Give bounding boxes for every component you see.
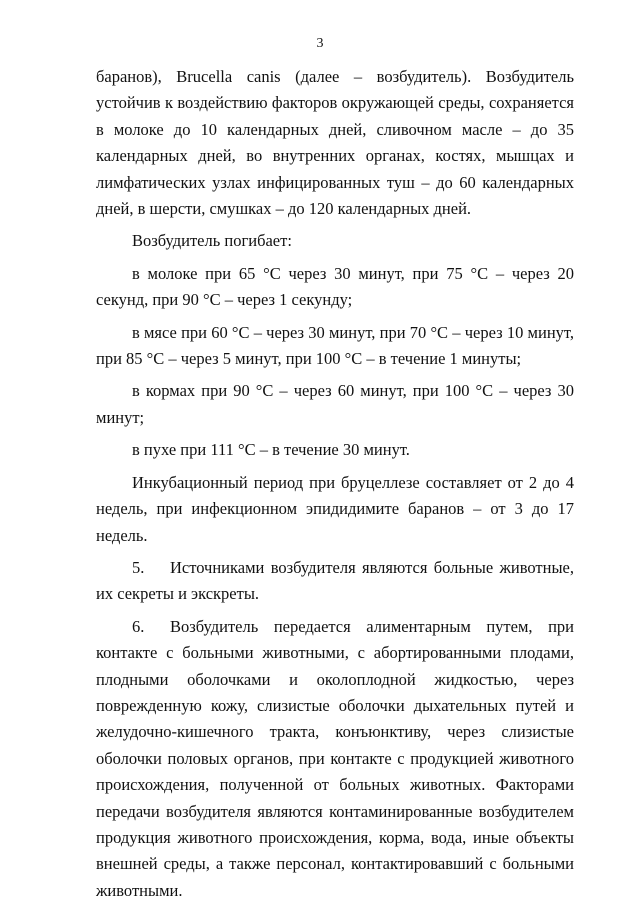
paragraph-incubation: Инкубационный период при бруцеллезе составляет от 2 до 4 недель, при инфекционном эпидидимите баранов – от 3 до 17 недель. — [96, 472, 574, 545]
item-number-6: 6. — [132, 616, 145, 636]
paragraph-pathogen-dies: Возбудитель погибает: — [132, 231, 292, 251]
item-number-5: 5. — [132, 557, 145, 577]
paragraph-feed: в кормах при 90 °С – через 60 минут, при 100 °С – через 30 минут; — [96, 381, 574, 427]
paragraph-item-6 — [96, 614, 574, 904]
paragraph-down: в пухе при 111 °С – в течение 30 минут. — [132, 440, 410, 460]
paragraph-item-5 — [96, 555, 574, 608]
item-6-text: Возбудитель передается алиментарным путем, при контакте с больными животными, с абортированными плодами, плодными оболочками и околоплодной жидкостью, через поврежденную кожу, слизистые оболочки дыхательных путей и желудочно-кишечного тракта, конъюнктиву, через слизистые оболочки половых органов, при контакте с продукцией животного происхождения, полученной от больных животных. Факторами передачи возбудителя являются контаминированные возбудителем продукция животного происхождения, корма, вода, иные объекты внешней среды, а также персонал, контактировавший с больными животными. — [96, 616, 574, 900]
page-number: 3 — [316, 36, 324, 51]
document-body — [96, 64, 574, 910]
paragraph-milk: в молоке при 65 °С через 30 минут, при 75 °С – через 20 секунд, при 90 °С – через 1 секунду; — [96, 263, 574, 310]
paragraph-brucella-survival: баранов), Brucella canis (далее – возбудитель). Возбудитель устойчив к воздействию факторов окружающей среды, сохраняется в молоке до 10 календарных дней, сливочном масле – до 35 календарных дней, во внутренних органах, костях, мышцах и лимфатических узлах инфицированных туш – до 60 календарных дней, в шерсти, смушках – до 120 календарных дней. — [96, 67, 574, 219]
paragraph-meat: в мясе при 60 °С – через 30 минут, при 70 °С – через 10 минут, при 85 °С – через 5 минут, при 100 °С – в течение 1 минуты; — [96, 322, 574, 369]
item-5-text: Источниками возбудителя являются больные животные, их секреты и экскреты. — [96, 557, 574, 604]
